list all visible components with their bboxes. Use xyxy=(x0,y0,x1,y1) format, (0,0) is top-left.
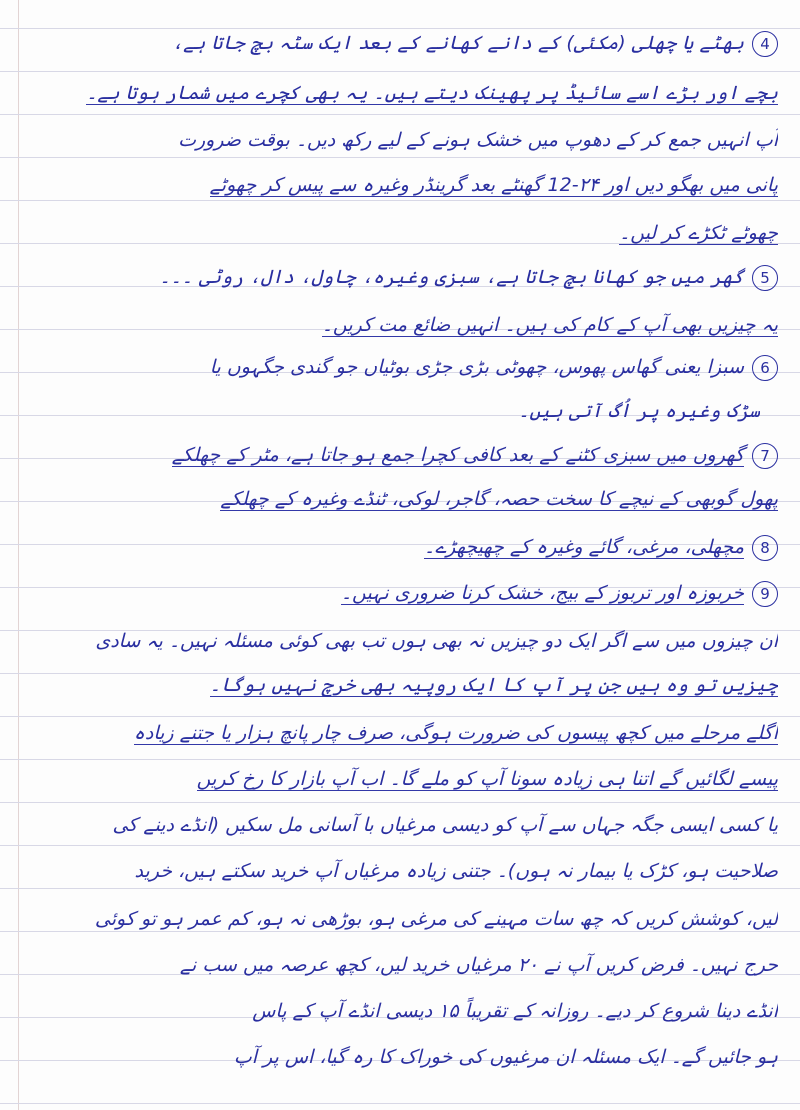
ruled-line xyxy=(0,759,800,760)
line-text: انڈے دینا شروع کر دیے۔ روزانہ کے تقریباً ۱۵ دیسی انڈے آپ کے پاس xyxy=(252,1000,778,1022)
line-text: بچے اور بڑے اسے سائیڈ پر پھینک دیتے ہیں۔ یہ بھی کچرے میں شمار ہوتا ہے۔ xyxy=(86,82,778,104)
line-text: سڑک وغیرہ پر اُگ آتی ہیں۔ xyxy=(518,400,760,422)
text-line xyxy=(14,218,778,248)
ruled-line xyxy=(0,1103,800,1104)
ruled-line xyxy=(0,888,800,889)
line-text: صلاحیت ہو، کڑک یا بیمار نہ ہوں)۔ جتنی زیادہ مرغیاں آپ خرید سکتے ہیں، خرید xyxy=(134,860,778,882)
text-line xyxy=(14,532,778,562)
line-text: لیں، کوشش کریں کہ چھ سات مہینے کی مرغی ہو، بوڑھی نہ ہو، کم عمر ہو تو کوئی xyxy=(94,908,778,930)
text-line xyxy=(14,262,778,292)
text-line xyxy=(14,810,778,840)
item-number: 5 xyxy=(752,265,778,291)
ruled-line xyxy=(0,716,800,717)
ruled-line xyxy=(0,157,800,158)
line-text: یہ چیزیں بھی آپ کے کام کی ہیں۔ انہیں ضائع مت کریں۔ xyxy=(321,314,778,336)
line-text: پیسے لگائیں گے اتنا ہی زیادہ سونا آپ کو ملے گا۔ اب آپ بازار کا رخ کریں xyxy=(196,768,778,790)
text-line xyxy=(14,718,778,748)
item-number: 7 xyxy=(752,443,778,469)
text-line xyxy=(14,578,778,608)
line-text: چیزیں تو وہ ہیں جن پر آپ کا ایک روپیہ بھی خرچ نہیں ہوگا۔ xyxy=(209,674,778,696)
text-line xyxy=(14,78,778,108)
line-text: پانی میں بھگو دیں اور ۲۴-12 گھنٹے بعد گرینڈر وغیرہ سے پیس کر چھوٹے xyxy=(209,174,778,196)
text-line xyxy=(14,352,778,382)
text-line xyxy=(14,170,778,200)
line-text: ان چیزوں میں سے اگر ایک دو چیزیں نہ بھی ہوں تب بھی کوئی مسئلہ نہیں۔ یہ سادی xyxy=(95,630,778,652)
line-text: آپ انہیں جمع کر کے دھوپ میں خشک ہونے کے لیے رکھ دیں۔ بوقت ضرورت xyxy=(178,129,778,151)
text-line xyxy=(14,670,778,700)
text-line xyxy=(14,484,778,514)
text-line xyxy=(14,626,778,656)
text-line xyxy=(14,950,778,980)
item-number: 8 xyxy=(752,535,778,561)
line-text: چھوٹے ٹکڑے کر لیں۔ xyxy=(619,222,778,244)
text-line xyxy=(14,856,778,886)
text-line xyxy=(14,310,778,340)
line-text: سبزا یعنی گھاس پھوس، چھوٹی بڑی جڑی بوٹیاں جو گندی جگہوں یا xyxy=(209,356,744,378)
ruled-line xyxy=(0,114,800,115)
line-text: گھر میں جو کھانا بچ جاتا ہے، سبزی وغیرہ، چاول، دال، روٹی ۔۔۔ xyxy=(159,266,744,288)
text-line xyxy=(14,996,778,1026)
ruled-line xyxy=(0,845,800,846)
line-text: پھول گوبھی کے نیچے کا سخت حصہ، گاجر، لوکی، ٹنڈے وغیرہ کے چھلکے xyxy=(220,488,778,510)
item-number: 6 xyxy=(752,355,778,381)
item-number: 9 xyxy=(752,581,778,607)
item-number: 4 xyxy=(752,31,778,57)
line-text: حرج نہیں۔ فرض کریں آپ نے ۲۰ مرغیاں خرید لیں، کچھ عرصہ میں سب نے xyxy=(179,954,778,976)
text-line xyxy=(14,125,778,155)
ruled-line xyxy=(0,71,800,72)
text-line xyxy=(14,28,778,58)
line-text: گھروں میں سبزی کٹنے کے بعد کافی کچرا جمع ہو جاتا ہے، مٹر کے چھلکے xyxy=(171,444,744,466)
line-text: یا کسی ایسی جگہ جہاں سے آپ کو دیسی مرغیاں با آسانی مل سکیں (انڈے دینے کی xyxy=(112,814,778,836)
text-line xyxy=(14,440,778,470)
text-line xyxy=(14,764,778,794)
line-text: مچھلی، مرغی، گائے وغیرہ کے چھیچھڑے۔ xyxy=(423,536,744,558)
line-text: ہو جائیں گے۔ ایک مسئلہ ان مرغیوں کی خوراک کا رہ گیا، اس پر آپ xyxy=(233,1046,778,1068)
line-text: بھٹے یا چھلی (مکئی) کے دانے کھانے کے بعد ایک سٹہ بچ جاتا ہے، xyxy=(171,32,744,54)
text-line xyxy=(14,904,778,934)
ruled-line xyxy=(0,802,800,803)
ruled-line xyxy=(0,200,800,201)
line-text: اگلے مرحلے میں کچھ پیسوں کی ضرورت ہوگی، صرف چار پانچ ہزار یا جتنے زیادہ xyxy=(133,722,778,744)
text-line xyxy=(14,396,760,426)
text-line xyxy=(14,1042,778,1072)
line-text: خربوزہ اور تربوز کے بیج، خشک کرنا ضروری نہیں۔ xyxy=(340,582,744,604)
